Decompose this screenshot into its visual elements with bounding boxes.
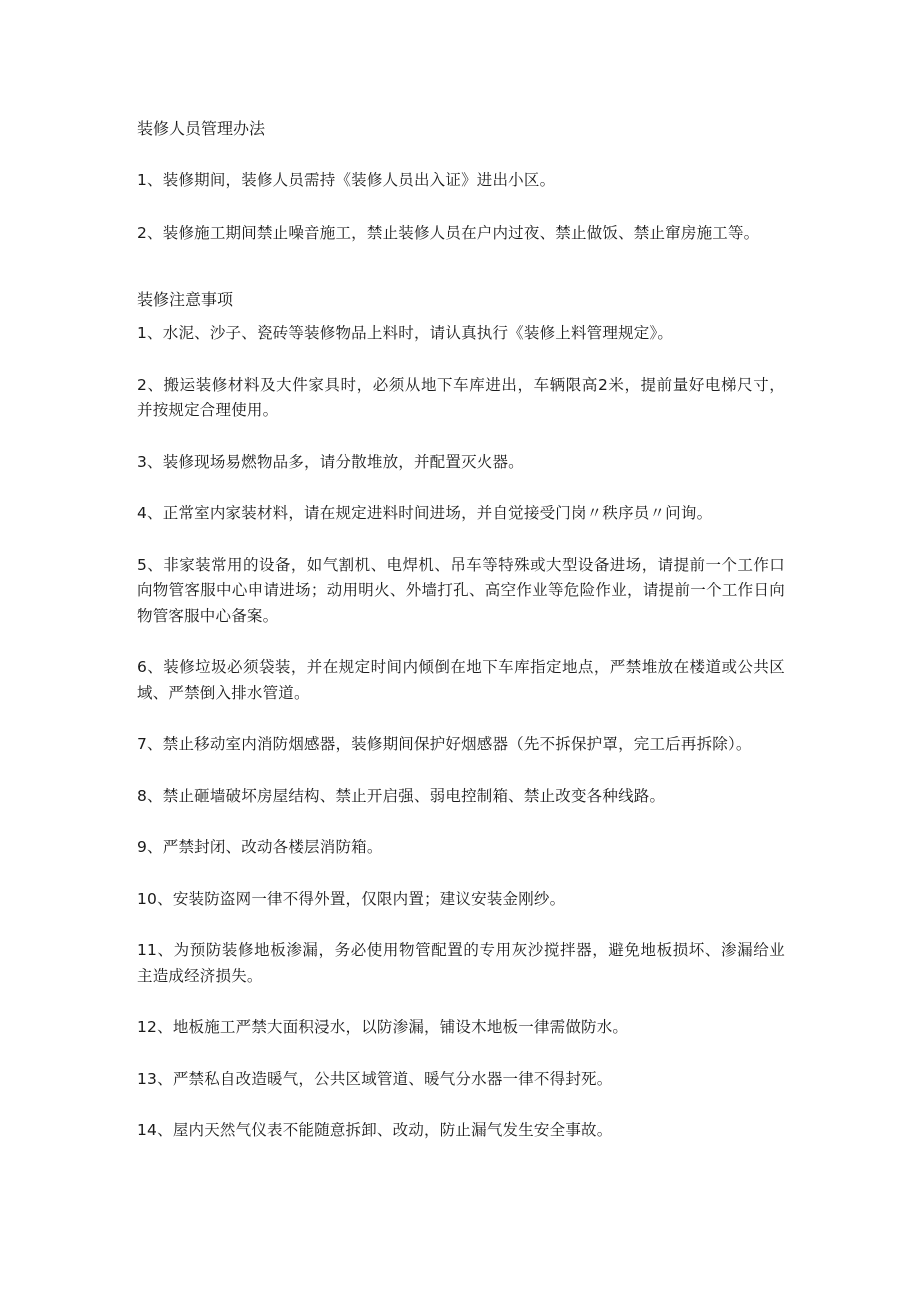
list-item: 14、屋内天然气仪表不能随意拆卸、改动，防止漏气发生安全事故。 <box>137 1121 613 1139</box>
list-item: 1、装修期间，装修人员需持《装修人员出入证》进出小区。 <box>137 171 556 189</box>
list-item: 2、装修施工期间禁止噪音施工，禁止装修人员在户内过夜、禁止做饭、禁止窜房施工等。 <box>137 223 760 242</box>
list-item: 2、搬运装修材料及大件家具时，必须从地下车库进出，车辆限高2米，提前量好电梯尺寸，并按规定合理使用。 <box>137 375 785 419</box>
list-item: 6、装修垃圾必须袋装，并在规定时间内倾倒在地下车库指定地点，严禁堆放在楼道或公共区域、严禁倒入排水管道。 <box>137 658 785 702</box>
list-item: 7、禁止移动室内消防烟感器，装修期间保护好烟感器（先不拆保护罩，完工后再拆除）。 <box>137 735 752 753</box>
section-personnel-management <box>137 116 785 246</box>
list-item: 11、为预防装修地板渗漏，务必使用物管配置的专用灰沙搅拌器，避免地板损坏、渗漏给业主造成经济损失。 <box>137 941 785 985</box>
list-item: 12、地板施工严禁大面积浸水，以防渗漏，铺设木地板一律需做防水。 <box>137 1018 629 1036</box>
section-renovation-notes <box>137 287 785 1144</box>
document-page <box>137 116 785 1170</box>
list-item: 5、非家装常用的设备，如气割机、电焊机、吊车等特殊或大型设备进场，请提前一个工作口向物管客服中心申请进场；动用明火、外墙打孔、高空作业等危险作业，请提前一个工作日向物管客服中心备案。 <box>137 555 785 625</box>
list-item: 1、水泥、沙子、瓷砖等装修物品上料时，请认真执行《装修上料管理规定》。 <box>137 324 674 342</box>
list-item: 13、严禁私自改造暖气，公共区域管道、暖气分水器一律不得封死。 <box>137 1069 613 1088</box>
section-title: 装修人员管理办法 <box>137 119 266 138</box>
section-title: 装修注意事项 <box>137 290 234 309</box>
list-item: 8、禁止砸墙破坏房屋结构、禁止开启强、弱电控制箱、禁止改变各种线路。 <box>137 786 666 805</box>
list-item: 3、装修现场易燃物品多，请分散堆放，并配置灭火器。 <box>137 452 524 471</box>
list-item: 4、正常室内家装材料，请在规定进料时间进场，并自觉接受门岗〃秩序员〃问询。 <box>137 504 713 522</box>
list-item: 10、安装防盗网一律不得外置，仅限内置；建议安装金刚纱。 <box>137 889 566 908</box>
list-item: 9、严禁封闭、改动各楼层消防箱。 <box>137 838 383 856</box>
